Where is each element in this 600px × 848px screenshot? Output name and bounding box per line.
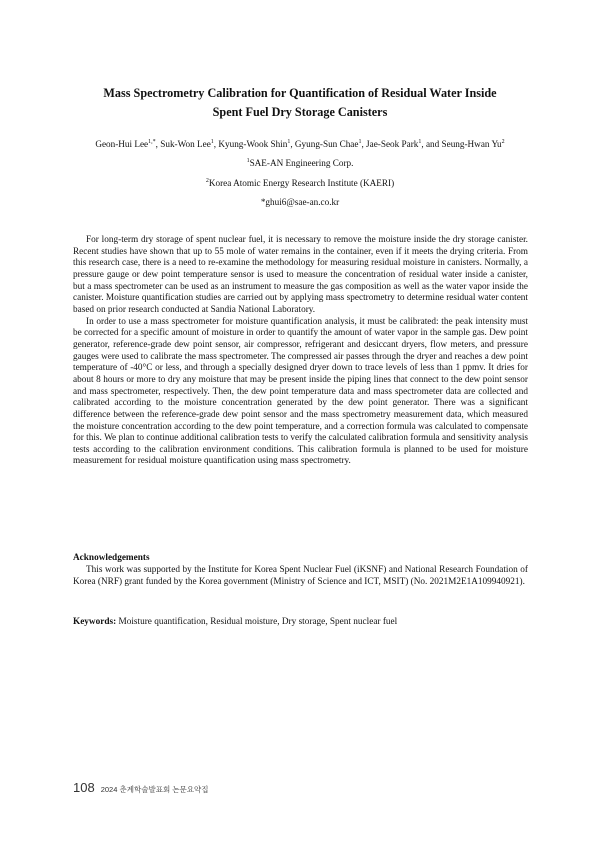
author-list: Geon-Hui Lee$^{1,*}$, Suk-Won Lee$^1$, Kyung-Wook Shin$^1$, Gyung-Sun Chae$^1$, Jae-Seok Park$^1$, and Seung-Hwan Yu$^2$ bbox=[95, 138, 505, 149]
author-name: Jae-Seok Park bbox=[366, 139, 419, 149]
acknowledgements-heading: Acknowledgements bbox=[73, 553, 150, 563]
abstract-paragraph-2: In order to use a mass spectrometer for moisture quantification analysis, it must be calibrated: the peak intensity must be corrected for a specific amount of moisture in order to quantify the amount of water vapor in the sample gas. Dew point generator, reference-grade dew point sensor, air compressor, refrigerant and desiccant dryers, flow meters, and pressure gauges were used to calibrate the mass spectrometer. The compressed air passes through the dryer and reaches a dew point temperature of -40°C or less, and through a specially designed dryer down to trace levels of less than 1 ppmv. It dries for about 8 hours or more to dry any moisture that may be present inside the piping lines that connect to the dew point sensor and mass spectrometer, respectively. Then, the dew point temperature data and mass spectrometer data are collected and calibrated according to the moisture concentration generated by the dew point generator. There was a significant difference between the reference-grade dew point sensor and the mass spectrometry measurement data, which measured the moisture concentration according to the dew point temperature, and a correction formula was calculated to compensate for this. We plan to continue additional calibration tests to verify the calculated calibration formula and sensitivity analysis tests according to the calibration environment conditions. This calibration formula is planned to be used for moisture measurement for residual moisture quantification using mass spectrometry. bbox=[73, 316, 528, 467]
corresponding-email: *ghui6@sae-an.co.kr bbox=[260, 197, 340, 207]
affiliation-2 bbox=[40, 177, 560, 190]
keywords-text: Moisture quantification, Residual moisture, Dry storage, Spent nuclear fuel bbox=[118, 617, 398, 627]
title-line-1: Mass Spectrometry Calibration for Quantification of Residual Water Inside bbox=[103, 86, 497, 100]
author-name: Kyung-Wook Shin bbox=[218, 139, 288, 149]
author-affiliation-mark: 1 bbox=[210, 138, 214, 145]
abstract-paragraph-1: For long-term dry storage of spent nuclear fuel, it is necessary to remove the moisture inside the dry storage canister. Recent studies have shown that up to 55 mole of water remains in the container, even if it meets the drying criteria. From this research case, there is a need to re-examine the methodology for measuring residual moisture in canisters. Normally, a pressure gauge or dew point temperature sensor is used to measure the concentration of residual water inside a canister, but a mass spectrometer can be used as an instrument to measure the gas composition as well as the water vapor inside the canister. Moisture quantification studies are carried out by applying mass spectrometry to determine residual water content based on prior research conducted at Sandia National Laboratory. bbox=[73, 235, 528, 315]
journal-name: 2024 춘계학술발표회 논문요약집 bbox=[100, 785, 209, 794]
keywords-label: Keywords: bbox=[73, 617, 117, 627]
author-affiliation-mark: 1 bbox=[358, 138, 362, 145]
affiliation-text: Korea Atomic Energy Research Institute (KAERI) bbox=[208, 178, 395, 188]
keywords-section bbox=[73, 617, 528, 629]
author-affiliation-mark: 1 bbox=[418, 138, 422, 145]
page-footer bbox=[73, 779, 209, 797]
author-name: Suk-Won Lee bbox=[160, 139, 211, 149]
affiliation-mark: 2 bbox=[205, 177, 209, 184]
author-name: Gyung-Sun Chae bbox=[294, 139, 359, 149]
author-affiliation-mark: 1 bbox=[287, 138, 291, 145]
authors-connector: and bbox=[425, 139, 440, 149]
author-affiliation-mark: 2 bbox=[501, 138, 505, 145]
acknowledgements-text: This work was supported by the Institute for Korea Spent Nuclear Fuel (iKSNF) and National Research Foundation of Korea (NRF) grant funded by the Korea government (Ministry of Science and ICT, MSIT) (No. 2021M2E1A109940921). bbox=[73, 565, 528, 587]
author-affiliation-mark: 1,* bbox=[148, 138, 156, 145]
author-name: Geon-Hui Lee bbox=[95, 139, 149, 149]
affiliation-mark: 1 bbox=[246, 157, 250, 164]
abstract-body bbox=[73, 235, 528, 468]
page-number: 108 bbox=[73, 780, 95, 795]
author-name: Seung-Hwan Yu bbox=[441, 139, 502, 149]
title-line-2: Spent Fuel Dry Storage Canisters bbox=[212, 105, 388, 119]
paper-title bbox=[60, 84, 540, 122]
affiliation-1 bbox=[40, 157, 560, 170]
acknowledgements-section bbox=[73, 565, 528, 588]
affiliation-text: SAE-AN Engineering Corp. bbox=[249, 158, 354, 168]
